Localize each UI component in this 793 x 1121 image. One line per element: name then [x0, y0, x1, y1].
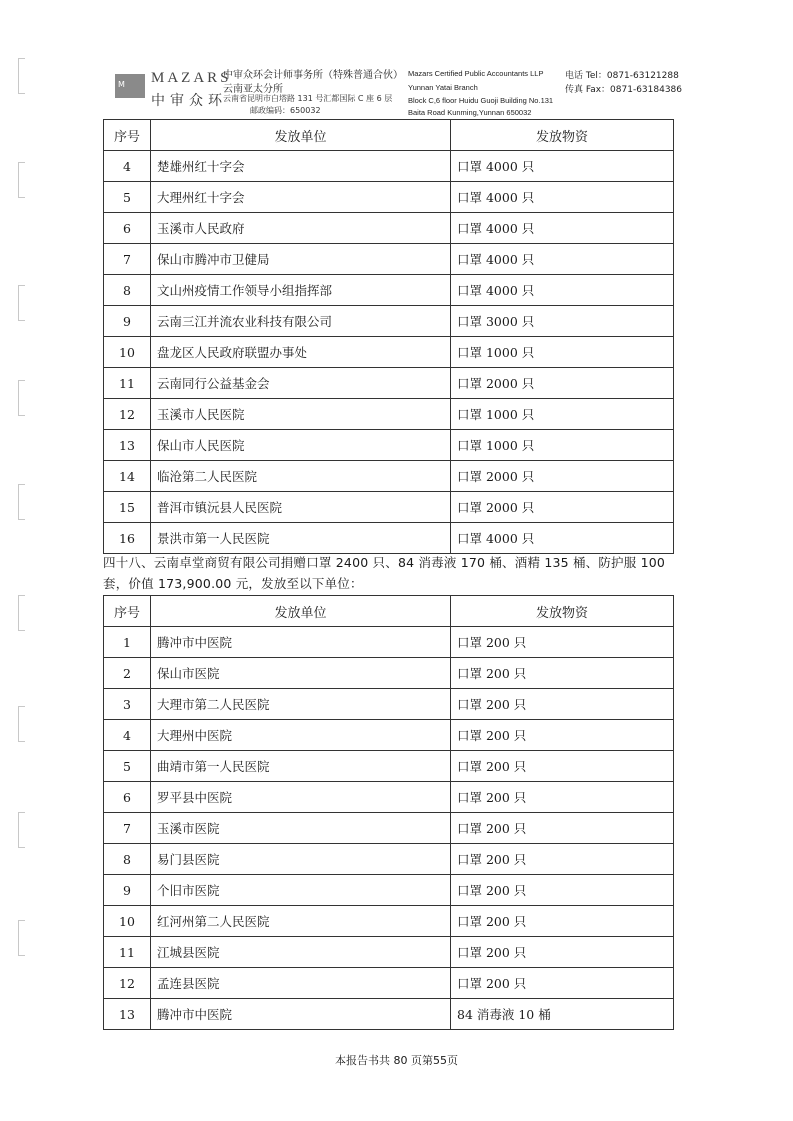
row-unit: 玉溪市人民政府: [151, 213, 451, 244]
row-unit: 盘龙区人民政府联盟办事处: [151, 337, 451, 368]
table-row: [104, 844, 674, 875]
row-item: 84 消毒液 10 桶: [451, 999, 674, 1030]
row-item: 口罩 200 只: [451, 751, 674, 782]
row-number: 8: [104, 844, 151, 875]
postcode-zh: 邮政编码：650032: [250, 106, 321, 115]
row-unit: 腾冲市中医院: [151, 627, 451, 658]
fax-number: 传真 Fax：0871-63184386: [565, 85, 683, 95]
letterhead: [115, 62, 683, 124]
table-row: [104, 968, 674, 999]
binding-mark: [18, 380, 25, 416]
row-unit: 保山市人民医院: [151, 430, 451, 461]
header-no: 序号: [104, 120, 151, 151]
logo-icon: M: [115, 74, 145, 98]
row-number: 9: [104, 306, 151, 337]
row-unit: 玉溪市医院: [151, 813, 451, 844]
row-item: 口罩 200 只: [451, 813, 674, 844]
table-row: [104, 813, 674, 844]
row-unit: 云南同行公益基金会: [151, 368, 451, 399]
table-row: [104, 689, 674, 720]
row-number: 10: [104, 906, 151, 937]
row-item: 口罩 200 只: [451, 720, 674, 751]
row-item: 口罩 200 只: [451, 689, 674, 720]
table-row: [104, 430, 674, 461]
binding-mark: [18, 706, 25, 742]
logo-text-zh: 中审众环: [151, 93, 227, 109]
row-number: 8: [104, 275, 151, 306]
row-item: 口罩 200 只: [451, 968, 674, 999]
row-item: 口罩 4000 只: [451, 182, 674, 213]
table-row: [104, 337, 674, 368]
branch-name-zh: 云南亚太分所: [223, 84, 283, 95]
page-footer: 本报告书共 80 页第55页: [335, 1054, 458, 1067]
row-item: 口罩 200 只: [451, 875, 674, 906]
table-row: [104, 461, 674, 492]
row-number: 6: [104, 782, 151, 813]
logo-text-en: MAZARS: [151, 70, 232, 86]
row-item: 口罩 2000 只: [451, 461, 674, 492]
table-row: [104, 151, 674, 182]
row-item: 口罩 200 只: [451, 906, 674, 937]
row-item: 口罩 2000 只: [451, 492, 674, 523]
row-item: 口罩 200 只: [451, 782, 674, 813]
row-unit: 楚雄州红十字会: [151, 151, 451, 182]
table-row: [104, 275, 674, 306]
row-item: 口罩 4000 只: [451, 213, 674, 244]
row-item: 口罩 3000 只: [451, 306, 674, 337]
table-header-row: [104, 596, 674, 627]
row-unit: 大理市第二人民医院: [151, 689, 451, 720]
table-row: [104, 523, 674, 554]
row-number: 4: [104, 720, 151, 751]
row-item: 口罩 1000 只: [451, 337, 674, 368]
row-number: 6: [104, 213, 151, 244]
row-item: 口罩 4000 只: [451, 151, 674, 182]
row-number: 4: [104, 151, 151, 182]
row-item: 口罩 2000 只: [451, 368, 674, 399]
row-number: 15: [104, 492, 151, 523]
branch-name-en: Yunnan Yatai Branch: [408, 83, 478, 92]
row-unit: 大理州中医院: [151, 720, 451, 751]
row-number: 3: [104, 689, 151, 720]
address-en-line1: Block C,6 floor Huidu Guoji Building No.131: [408, 96, 554, 105]
row-number: 13: [104, 430, 151, 461]
row-unit: 保山市腾冲市卫健局: [151, 244, 451, 275]
row-number: 11: [104, 368, 151, 399]
binding-mark: [18, 285, 25, 321]
row-number: 7: [104, 813, 151, 844]
binding-mark: [18, 58, 25, 94]
table-row: [104, 306, 674, 337]
table-row: [104, 937, 674, 968]
row-number: 14: [104, 461, 151, 492]
row-item: 口罩 200 只: [451, 627, 674, 658]
row-unit: 云南三江并流农业科技有限公司: [151, 306, 451, 337]
row-unit: 玉溪市人民医院: [151, 399, 451, 430]
address-en-line2: Baita Road Kunming,Yunnan 650032: [408, 108, 532, 117]
binding-mark: [18, 484, 25, 520]
binding-mark: [18, 812, 25, 848]
firm-name-zh: 中审众环会计师事务所（特殊普通合伙）: [223, 70, 403, 81]
row-item: 口罩 1000 只: [451, 399, 674, 430]
table-row: [104, 751, 674, 782]
row-unit: 景洪市第一人民医院: [151, 523, 451, 554]
binding-mark: [18, 162, 25, 198]
table-row: [104, 368, 674, 399]
header-unit: 发放单位: [151, 596, 451, 627]
header-item: 发放物资: [451, 596, 674, 627]
row-number: 5: [104, 751, 151, 782]
row-number: 2: [104, 658, 151, 689]
phone-number: 电话 Tel：0871-63121288: [565, 71, 679, 81]
row-number: 1: [104, 627, 151, 658]
row-item: 口罩 200 只: [451, 658, 674, 689]
row-unit: 个旧市医院: [151, 875, 451, 906]
address-zh: 云南省昆明市白塔路 131 号汇都国际 C 座 6 层: [223, 94, 393, 103]
table-row: [104, 782, 674, 813]
binding-mark: [18, 595, 25, 631]
row-item: 口罩 4000 只: [451, 275, 674, 306]
row-number: 16: [104, 523, 151, 554]
row-unit: 腾冲市中医院: [151, 999, 451, 1030]
row-number: 12: [104, 399, 151, 430]
row-unit: 大理州红十字会: [151, 182, 451, 213]
section-48-paragraph: 四十八、云南卓堂商贸有限公司捐赠口罩 2400 只、84 消毒液 170 桶、酒精 135 桶、防护服 100 套，价值 173,900.00 元，发放至以下单位：: [103, 555, 666, 591]
row-number: 11: [104, 937, 151, 968]
row-number: 7: [104, 244, 151, 275]
row-unit: 普洱市镇沅县人民医院: [151, 492, 451, 523]
row-number: 9: [104, 875, 151, 906]
distribution-table-2: [103, 595, 674, 1030]
row-item: 口罩 200 只: [451, 844, 674, 875]
firm-name-en: Mazars Certified Public Accountants LLP: [408, 69, 544, 78]
row-unit: 曲靖市第一人民医院: [151, 751, 451, 782]
table-row: [104, 244, 674, 275]
row-unit: 易门县医院: [151, 844, 451, 875]
table-header-row: [104, 120, 674, 151]
row-number: 12: [104, 968, 151, 999]
table-row: [104, 999, 674, 1030]
table-row: [104, 906, 674, 937]
row-item: 口罩 1000 只: [451, 430, 674, 461]
row-unit: 孟连县医院: [151, 968, 451, 999]
row-item: 口罩 200 只: [451, 937, 674, 968]
distribution-table-1: [103, 119, 674, 554]
header-item: 发放物资: [451, 120, 674, 151]
table-row: [104, 213, 674, 244]
header-unit: 发放单位: [151, 120, 451, 151]
row-item: 口罩 4000 只: [451, 244, 674, 275]
row-number: 13: [104, 999, 151, 1030]
table-row: [104, 875, 674, 906]
binding-mark: [18, 920, 25, 956]
table-row: [104, 399, 674, 430]
table-row: [104, 627, 674, 658]
row-unit: 临沧第二人民医院: [151, 461, 451, 492]
row-unit: 文山州疫情工作领导小组指挥部: [151, 275, 451, 306]
table-row: [104, 720, 674, 751]
row-unit: 罗平县中医院: [151, 782, 451, 813]
row-unit: 江城县医院: [151, 937, 451, 968]
table-row: [104, 658, 674, 689]
header-no: 序号: [104, 596, 151, 627]
table-row: [104, 182, 674, 213]
row-number: 5: [104, 182, 151, 213]
table-row: [104, 492, 674, 523]
row-item: 口罩 4000 只: [451, 523, 674, 554]
row-unit: 红河州第二人民医院: [151, 906, 451, 937]
row-unit: 保山市医院: [151, 658, 451, 689]
row-number: 10: [104, 337, 151, 368]
